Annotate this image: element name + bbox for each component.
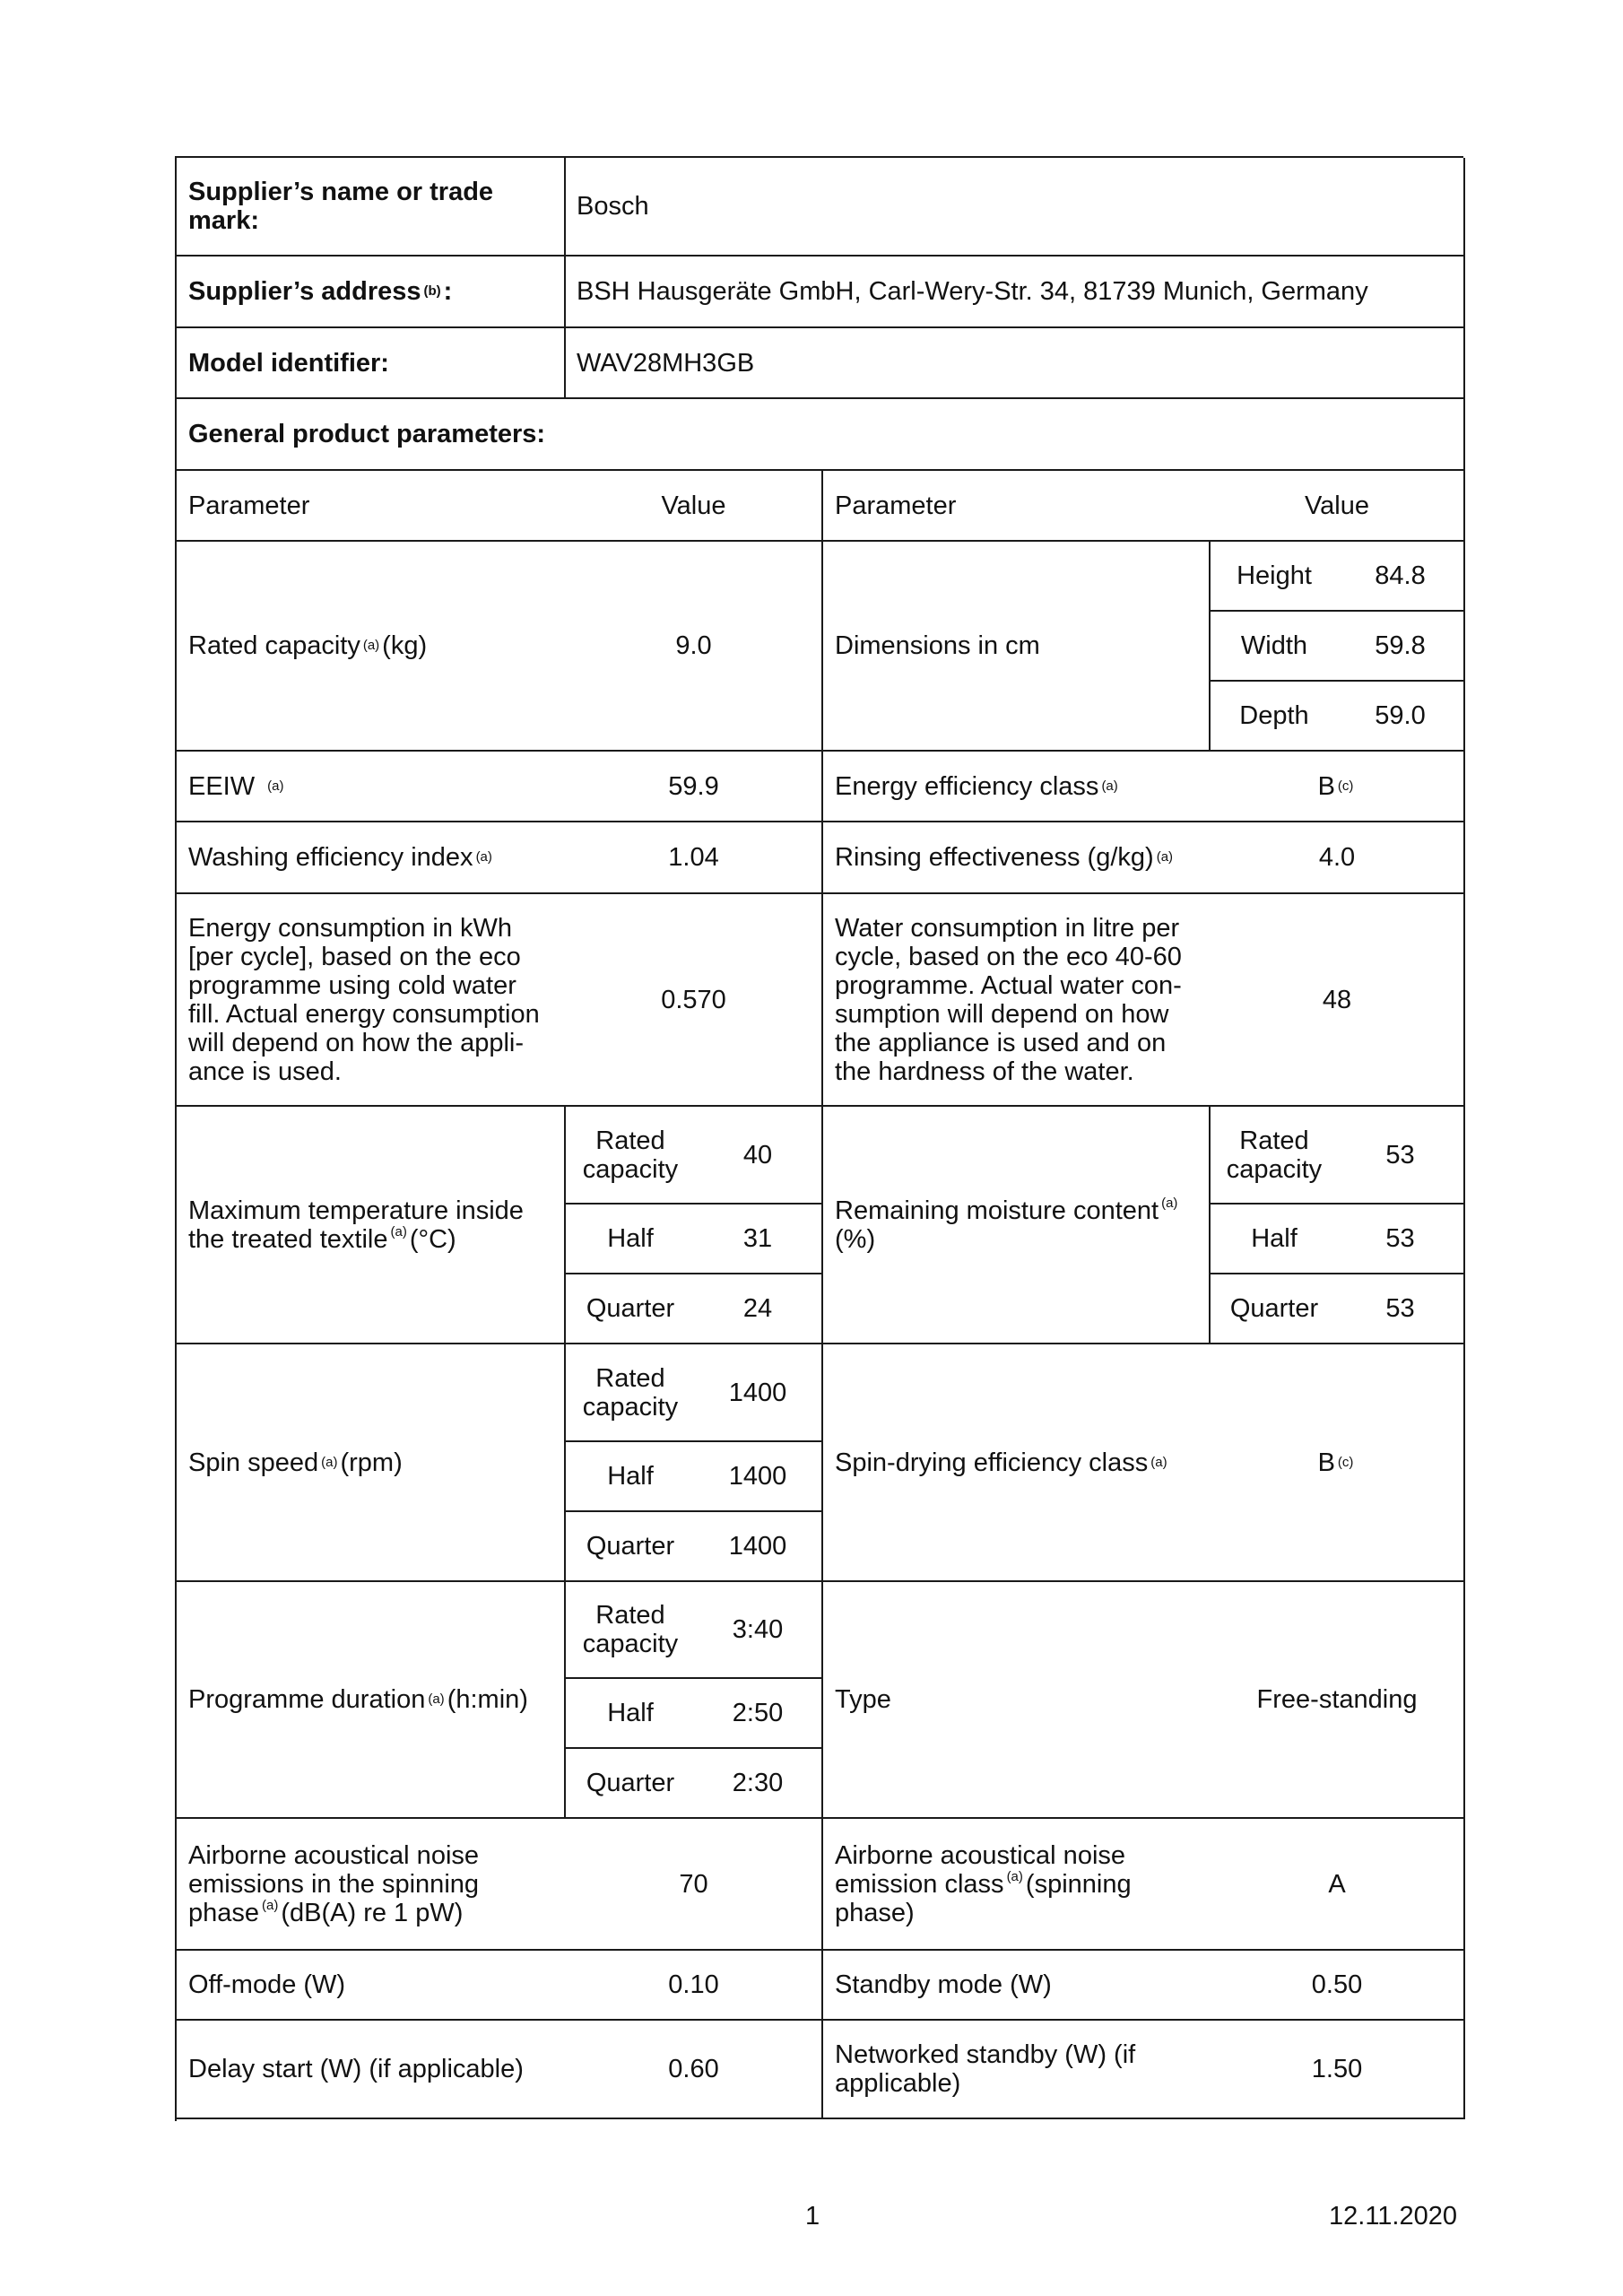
off-mode-label: Off-mode (W): [177, 1951, 566, 2021]
standby-value: 0.50: [1211, 1951, 1465, 2021]
eeiw-value: 59.9: [566, 752, 823, 822]
programme-duration-rated: Rated capacity 3:40: [566, 1582, 823, 1679]
max-temperature-half: Half 31: [566, 1205, 823, 1274]
rated-capacity-label: Rated capacity (a) (kg): [177, 542, 566, 752]
noise-emission-value: 70: [566, 1819, 823, 1951]
remaining-moisture-rated: Rated capacity 53: [1211, 1107, 1465, 1205]
supplier-name-value: Bosch: [566, 158, 1465, 257]
programme-duration-label: Programme duration (a) (h:min): [177, 1582, 566, 1819]
spin-speed-label: Spin speed (a) (rpm): [177, 1344, 566, 1582]
spin-speed-half: Half 1400: [566, 1442, 823, 1512]
max-temperature-label: Maximum temperature inside the treated textile $^{(a)}$ (°C): [177, 1107, 566, 1344]
header-value-right: Value: [1211, 471, 1465, 542]
model-identifier-value: WAV28MH3GB: [566, 328, 1465, 399]
spin-class-label: Spin-drying efficiency class (a): [823, 1344, 1211, 1582]
energy-class-label: Energy efficiency class (a): [823, 752, 1211, 822]
document-date: 12.11.2020: [1329, 2202, 1457, 2231]
energy-class-value: B (c): [1211, 752, 1465, 822]
supplier-address-label: Supplier’s address (b) :: [177, 257, 566, 328]
product-information-sheet: [175, 156, 1463, 2121]
rinsing-label: Rinsing effectiveness (g/kg) (a): [823, 822, 1211, 894]
remaining-moisture-half: Half 53: [1211, 1205, 1465, 1274]
spin-speed-quarter: Quarter 1400: [566, 1512, 823, 1582]
max-temperature-quarter: Quarter 24: [566, 1274, 823, 1344]
header-parameter-left: Parameter: [177, 471, 566, 542]
noise-class-label: Airborne acoustical noise emission class $^{(a)}$ (spinning phase): [823, 1819, 1211, 1951]
delay-start-value: 0.60: [566, 2021, 823, 2119]
header-value-left: Value: [566, 471, 823, 542]
dimension-row-width: Width 59.8: [1211, 612, 1465, 682]
general-parameters-heading: General product parameters:: [177, 399, 1465, 471]
header-parameter-right: Parameter: [823, 471, 1211, 542]
type-value: Free-standing: [1211, 1582, 1465, 1819]
dimension-row-height: Height 84.8: [1211, 542, 1465, 612]
page-number: 1: [805, 2202, 820, 2231]
delay-start-label: Delay start (W) (if applicable): [177, 2021, 566, 2119]
remaining-moisture-label: Remaining moisture content $^{(a)}$ (%): [823, 1107, 1211, 1344]
eeiw-label: EEIW (a): [177, 752, 566, 822]
networked-standby-value: 1.50: [1211, 2021, 1465, 2119]
energy-consumption-value: 0.570: [566, 894, 823, 1107]
off-mode-value: 0.10: [566, 1951, 823, 2021]
spin-class-value: B (c): [1211, 1344, 1465, 1582]
standby-label: Standby mode (W): [823, 1951, 1211, 2021]
model-identifier-label: Model identifier:: [177, 328, 566, 399]
noise-emission-label: Airborne acoustical noise emissions in the spinning phase $^{(a)}$ (dB(A) re 1 pW): [177, 1819, 566, 1951]
type-label: Type: [823, 1582, 1211, 1819]
supplier-address-value: BSH Hausgeräte GmbH, Carl-Wery-Str. 34, 81739 Munich, Germany: [566, 257, 1465, 328]
remaining-moisture-quarter: Quarter 53: [1211, 1274, 1465, 1344]
energy-consumption-label: Energy consumption in kWh [per cycle], based on the eco programme using cold water fill. Actual energy consumption will depend on how the appli-ance is used.: [177, 894, 566, 1107]
dimensions-label: Dimensions in cm: [823, 542, 1211, 752]
water-consumption-value: 48: [1211, 894, 1465, 1107]
dimension-row-depth: Depth 59.0: [1211, 682, 1465, 752]
supplier-name-label: Supplier’s name or trade mark:: [177, 158, 566, 257]
noise-class-value: A: [1211, 1819, 1465, 1951]
rinsing-value: 4.0: [1211, 822, 1465, 894]
max-temperature-rated: Rated capacity 40: [566, 1107, 823, 1205]
programme-duration-half: Half 2:50: [566, 1679, 823, 1749]
spin-speed-rated: Rated capacity 1400: [566, 1344, 823, 1442]
washing-index-value: 1.04: [566, 822, 823, 894]
networked-standby-label: Networked standby (W) (if applicable): [823, 2021, 1211, 2119]
washing-index-label: Washing efficiency index (a): [177, 822, 566, 894]
water-consumption-label: Water consumption in litre per cycle, based on the eco 40-60 programme. Actual water con-sumption will depend on how the appliance is used and on the hardness of the water.: [823, 894, 1211, 1107]
programme-duration-quarter: Quarter 2:30: [566, 1749, 823, 1819]
rated-capacity-value: 9.0: [566, 542, 823, 752]
